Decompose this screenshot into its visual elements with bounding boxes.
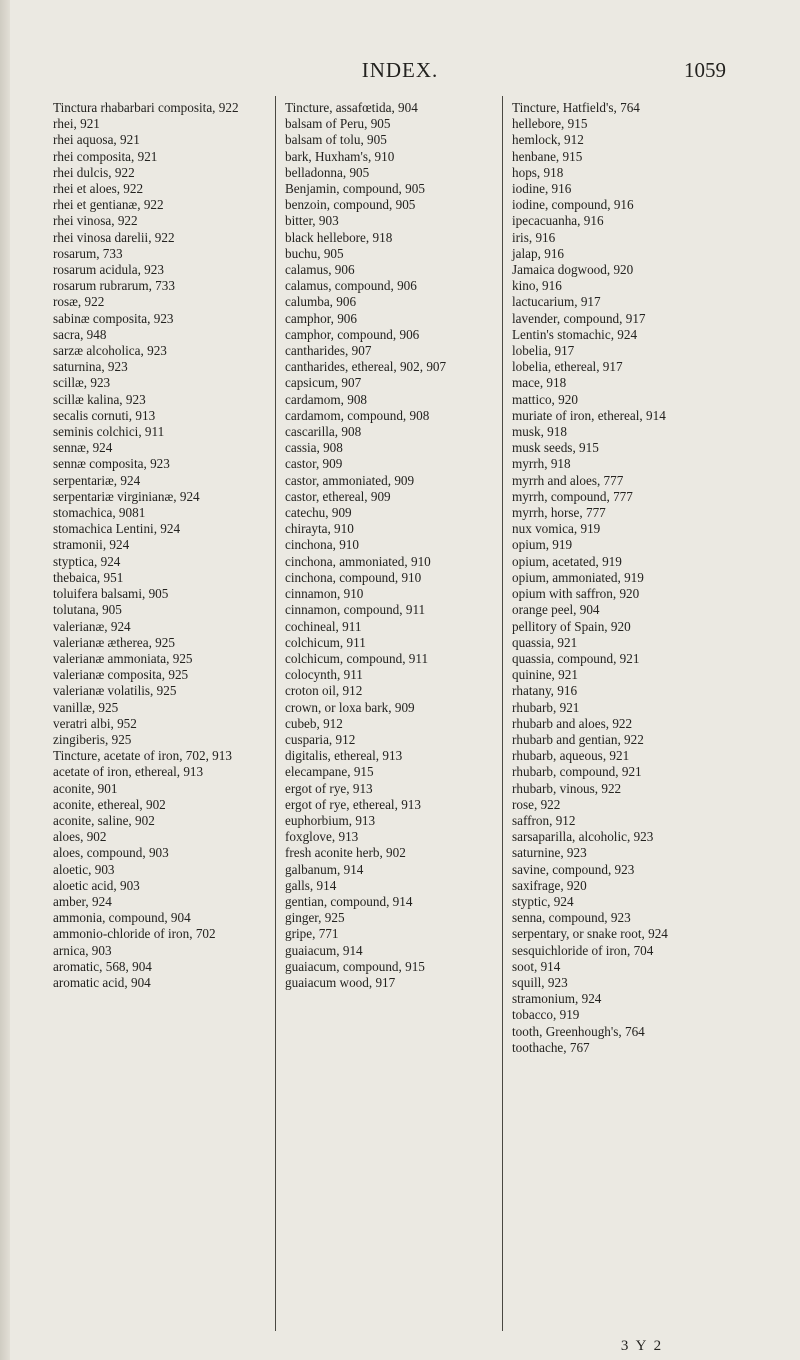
index-entry: Tincture, Hatfield's, 764 [512,100,640,115]
index-entry: buchu, 905 [285,245,344,261]
index-entry: iodine, 916 [512,181,572,197]
index-entry: sesquichloride of iron, 704 [512,942,654,958]
index-entry: croton oil, 912 [285,683,363,699]
index-entry: ergot of rye, ethereal, 913 [285,796,421,812]
index-entry: scillæ, 923 [53,375,111,391]
index-entry: crown, or loxa bark, 909 [285,699,415,715]
index-entry: rhei et aloes, 922 [53,181,144,197]
signature-mark: 3 Y 2 [620,1338,664,1354]
index-entry: amber, 924 [53,893,112,909]
index-entry: quassia, 921 [512,634,578,650]
index-column-2 [285,100,493,991]
index-entry: rhubarb, compound, 921 [512,764,642,780]
index-entry: cardamom, 908 [285,391,368,407]
index-entry: nux vomica, 919 [512,521,601,537]
index-entry: lactucarium, 917 [512,294,601,310]
index-entry: myrrh, horse, 777 [512,505,606,521]
index-entry: lobelia, ethereal, 917 [512,359,623,375]
index-entry: saturnina, 923 [53,359,128,375]
index-entry: opium with saffron, 920 [512,586,640,602]
index-entry: tobacco, 919 [512,1007,580,1023]
index-entry: aloes, compound, 903 [53,845,169,861]
index-entry: hemlock, 912 [512,132,584,148]
index-entry: toluifera balsami, 905 [53,586,169,602]
index-entry: rosarum rubrarum, 733 [53,278,175,294]
index-entry: rosæ, 922 [53,294,105,310]
index-entry: Lentin's stomachic, 924 [512,326,638,342]
index-entry: zingiberis, 925 [53,731,132,747]
index-entry: catechu, 909 [285,505,352,521]
index-entry: savine, compound, 923 [512,861,635,877]
index-entry: lobelia, 917 [512,343,575,359]
index-entry: musk seeds, 915 [512,440,599,456]
index-entry: rhei dulcis, 922 [53,164,135,180]
index-entry: ipecacuanha, 916 [512,213,604,229]
index-entry: saturnine, 923 [512,845,587,861]
index-entry: mace, 918 [512,375,567,391]
index-entry: balsam of tolu, 905 [285,132,387,148]
index-entry: aromatic acid, 904 [53,974,151,990]
index-entry: castor, 909 [285,456,343,472]
index-entry: black hellebore, 918 [285,229,393,245]
column-divider [275,96,276,1331]
index-entry: gripe, 771 [285,926,339,942]
column-divider [502,96,503,1331]
index-entry: sennæ composita, 923 [53,456,170,472]
index-entry: seminis colchici, 911 [53,424,165,440]
index-entry: valerianæ volatilis, 925 [53,683,177,699]
index-entry: rosarum acidula, 923 [53,262,164,278]
index-entry: quassia, compound, 921 [512,650,640,666]
index-entry: cinnamon, compound, 911 [285,602,426,618]
index-entry: rhei aquosa, 921 [53,132,140,148]
index-entry: colchicum, compound, 911 [285,650,429,666]
index-entry: valerianæ ammoniata, 925 [53,650,193,666]
index-entry: cochineal, 911 [285,618,362,634]
index-entry: aloes, 902 [53,829,107,845]
index-entry: squill, 923 [512,974,568,990]
index-entry: Tinctura rhabarbari composita, 922 [53,100,239,115]
index-entry: rhei vinosa darelii, 922 [53,229,175,245]
index-entry: myrrh, 918 [512,456,571,472]
index-entry: balsam of Peru, 905 [285,116,391,132]
index-entry: cascarilla, 908 [285,424,362,440]
index-entry: saxifrage, 920 [512,877,587,893]
index-entry: pellitory of Spain, 920 [512,618,631,634]
index-entry: vanillæ, 925 [53,699,119,715]
index-entry: scillæ kalina, 923 [53,391,146,407]
page-header [0,58,800,84]
index-entry: chirayta, 910 [285,521,354,537]
index-entry: Jamaica dogwood, 920 [512,262,634,278]
index-entry: hops, 918 [512,164,564,180]
index-entry: aloetic acid, 903 [53,877,140,893]
index-entry: benzoin, compound, 905 [285,197,416,213]
index-entry: cantharides, ethereal, 902, 907 [285,359,447,375]
index-entry: muriate of iron, ethereal, 914 [512,407,666,423]
index-entry: gentian, compound, 914 [285,893,413,909]
index-entry: rhei vinosa, 922 [53,213,138,229]
page-number: 1059 [684,58,726,82]
index-entry: camphor, compound, 906 [285,326,420,342]
index-entry: valerianæ, 924 [53,618,131,634]
index-entry: toothache, 767 [512,1039,590,1055]
index-entry: rhatany, 916 [512,683,578,699]
index-entry: soot, 914 [512,958,561,974]
index-entry: Tincture, acetate of iron, 702, 913 [53,748,232,764]
index-entry: tooth, Greenhough's, 764 [512,1023,645,1039]
index-entry: euphorbium, 913 [285,812,376,828]
index-entry: tolutana, 905 [53,602,122,618]
index-entry: myrrh, compound, 777 [512,488,633,504]
index-entry: cassia, 908 [285,440,343,456]
index-column-1 [53,100,268,991]
index-entry: colchicum, 911 [285,634,366,650]
index-entry: rhei composita, 921 [53,148,158,164]
index-entry: veratri albi, 952 [53,715,137,731]
index-entry: belladonna, 905 [285,164,370,180]
index-entry: opium, acetated, 919 [512,553,622,569]
index-entry: senna, compound, 923 [512,910,631,926]
index-entry: calumba, 906 [285,294,357,310]
index-entry: ammonio-chloride of iron, 702 [53,926,216,942]
index-entry: iris, 916 [512,229,556,245]
index-entry: sarsaparilla, alcoholic, 923 [512,829,654,845]
index-entry: opium, ammoniated, 919 [512,569,644,585]
index-entry: cinchona, 910 [285,537,359,553]
index-entry: serpentariæ, 924 [53,472,141,488]
index-entry: fresh aconite herb, 902 [285,845,406,861]
page-title: INDEX. [361,58,439,82]
index-entry: aconite, ethereal, 902 [53,796,166,812]
index-entry: styptic, 924 [512,893,574,909]
index-entry: secalis cornuti, 913 [53,407,156,423]
index-entry: rose, 922 [512,796,561,812]
book-spine-shadow [0,0,10,1360]
index-entry: elecampane, 915 [285,764,374,780]
index-entry: musk, 918 [512,424,567,440]
index-entry: galbanum, 914 [285,861,364,877]
index-entry: henbane, 915 [512,148,583,164]
index-entry: ergot of rye, 913 [285,780,373,796]
index-entry: camphor, 906 [285,310,357,326]
index-entry: serpentary, or snake root, 924 [512,926,668,942]
index-entry: cardamom, compound, 908 [285,407,430,423]
index-entry: rhubarb, aqueous, 921 [512,748,630,764]
index-entry: rhubarb and gentian, 922 [512,731,644,747]
index-entry: capsicum, 907 [285,375,362,391]
index-entry: serpentariæ virginianæ, 924 [53,488,200,504]
index-entry: rhubarb, vinous, 922 [512,780,622,796]
index-entry: cusparia, 912 [285,731,356,747]
index-entry: stramonium, 924 [512,991,602,1007]
index-entry: cantharides, 907 [285,343,372,359]
index-entry: sacra, 948 [53,326,107,342]
index-entry: stramonii, 924 [53,537,130,553]
index-entry: stomachica, 9081 [53,505,146,521]
index-entry: iodine, compound, 916 [512,197,634,213]
index-entry: styptica, 924 [53,553,121,569]
index-entry: Tincture, assafœtida, 904 [285,100,418,115]
index-entry: digitalis, ethereal, 913 [285,748,403,764]
index-column-3 [512,100,722,1056]
index-entry: rhei et gentianæ, 922 [53,197,164,213]
index-entry: calamus, 906 [285,262,355,278]
index-entry: mattico, 920 [512,391,578,407]
index-entry: cinnamon, 910 [285,586,364,602]
index-entry: guaiacum wood, 917 [285,974,396,990]
index-entry: cubeb, 912 [285,715,343,731]
index-entry: kino, 916 [512,278,562,294]
index-entry: saffron, 912 [512,812,576,828]
index-entry: galls, 914 [285,877,337,893]
index-entry: guaiacum, compound, 915 [285,958,425,974]
index-entry: ammonia, compound, 904 [53,910,191,926]
index-entry: aconite, saline, 902 [53,812,155,828]
index-entry: ginger, 925 [285,910,345,926]
index-entry: aromatic, 568, 904 [53,958,152,974]
index-entry: cinchona, ammoniated, 910 [285,553,431,569]
index-entry: stomachica Lentini, 924 [53,521,181,537]
index-entry: calamus, compound, 906 [285,278,417,294]
index-entry: lavender, compound, 917 [512,310,646,326]
index-entry: aconite, 901 [53,780,118,796]
index-entry: rhubarb and aloes, 922 [512,715,633,731]
index-entry: castor, ammoniated, 909 [285,472,415,488]
index-entry: thebaica, 951 [53,569,124,585]
index-entry: Benjamin, compound, 905 [285,181,425,197]
index-entry: jalap, 916 [512,245,565,261]
index-entry: bark, Huxham's, 910 [285,148,395,164]
index-entry: rhei, 921 [53,116,100,132]
index-entry: sabinæ composita, 923 [53,310,174,326]
index-entry: bitter, 903 [285,213,339,229]
index-entry: castor, ethereal, 909 [285,488,391,504]
index-entry: cinchona, compound, 910 [285,569,422,585]
index-entry: arnica, 903 [53,942,112,958]
index-entry: foxglove, 913 [285,829,359,845]
index-entry: rhubarb, 921 [512,699,580,715]
index-entry: acetate of iron, ethereal, 913 [53,764,204,780]
index-entry: hellebore, 915 [512,116,588,132]
index-entry: opium, 919 [512,537,573,553]
index-entry: valerianæ ætherea, 925 [53,634,175,650]
index-entry: aloetic, 903 [53,861,115,877]
index-entry: rosarum, 733 [53,245,123,261]
index-entry: myrrh and aloes, 777 [512,472,624,488]
index-entry: sarzæ alcoholica, 923 [53,343,167,359]
index-entry: sennæ, 924 [53,440,113,456]
index-entry: colocynth, 911 [285,667,363,683]
index-entry: guaiacum, 914 [285,942,363,958]
index-entry: orange peel, 904 [512,602,600,618]
index-entry: valerianæ composita, 925 [53,667,189,683]
index-entry: quinine, 921 [512,667,578,683]
